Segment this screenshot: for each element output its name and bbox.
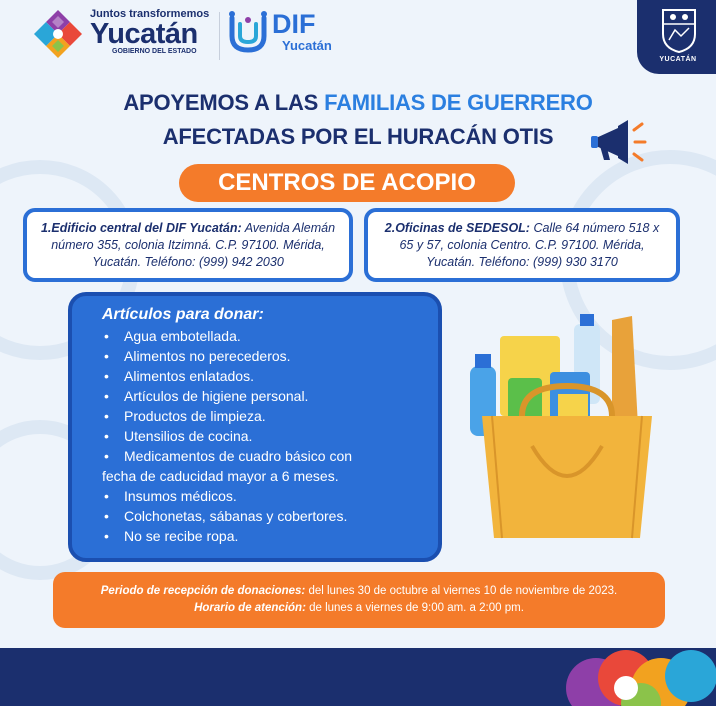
hours-line (53, 600, 665, 617)
yucatan-logo-icon (30, 6, 86, 62)
headline-line-1 (0, 90, 716, 116)
list-item: • Medicamentos de cuadro básico con (102, 446, 420, 466)
hours-value: de lunes a viernes de 9:00 am. a 2:00 pm. (305, 602, 524, 614)
center-card-2 (364, 208, 680, 282)
center-1-address: Avenida Alemán número 355, colonia Itzimná. C.P. 97100. Mérida, Yucatán. Teléfono: (999) 942 2030 (51, 221, 336, 269)
period-label: Periodo de recepción de donaciones: (100, 585, 306, 597)
donation-items-list (102, 326, 420, 546)
dif-name: DIF (272, 9, 316, 39)
collection-centers-banner: CENTROS DE ACOPIO (179, 164, 515, 202)
center-1-name: 1.Edificio central del DIF Yucatán: (40, 221, 242, 235)
list-item: • Utensilios de cocina. (102, 426, 420, 446)
list-item: • Agua embotellada. (102, 326, 420, 346)
list-item: • Productos de limpieza. (102, 406, 420, 426)
list-item: • Insumos médicos. (102, 486, 420, 506)
grocery-bag-icon (462, 306, 672, 546)
headline-line-2: AFECTADAS POR EL HURACÁN OTIS (162, 124, 554, 149)
government-label: GOBIERNO DEL ESTADO (112, 48, 197, 55)
center-2-address: Calle 64 número 518 x 65 y 57, colonia Centro. C.P. 97100. Mérida, Yucatán. Teléfono: (999) 930 3170 (399, 221, 660, 269)
yucatan-seal-icon (659, 6, 699, 54)
dif-region: Yucatán (282, 38, 332, 53)
center-2-name: 2.Oficinas de SEDESOL: (384, 221, 530, 235)
header (0, 0, 716, 80)
list-item: • No se recibe ropa. (102, 526, 420, 546)
center-card-1 (23, 208, 353, 282)
seal-label: YUCATÁN (659, 56, 697, 63)
donation-items-title: Artículos para donar: (102, 306, 264, 323)
list-item-continuation: fecha de caducidad mayor a 6 meses. (102, 468, 339, 484)
headline-accent: FAMILIAS DE GUERRERO (324, 90, 593, 115)
list-item: • Alimentos enlatados. (102, 366, 420, 386)
period-line (53, 583, 665, 600)
list-item: • Artículos de higiene personal. (102, 386, 420, 406)
schedule-panel (53, 572, 665, 628)
decorative-flower-icon (566, 648, 716, 706)
state-name: Yucatán (90, 18, 198, 50)
donation-items-panel (68, 292, 442, 562)
list-item: • Colchonetas, sábanas y cobertores. (102, 506, 420, 526)
dif-logo-icon (228, 10, 268, 54)
megaphone-icon (588, 116, 648, 168)
list-item: • Alimentos no perecederos. (102, 346, 420, 366)
header-divider (219, 12, 220, 60)
period-value: del lunes 30 de octubre al viernes 10 de noviembre de 2023. (305, 585, 618, 597)
headline-prefix: APOYEMOS A LAS (123, 90, 325, 115)
tagline: Juntos transformemos (90, 8, 210, 20)
hours-label: Horario de atención: (194, 602, 306, 614)
